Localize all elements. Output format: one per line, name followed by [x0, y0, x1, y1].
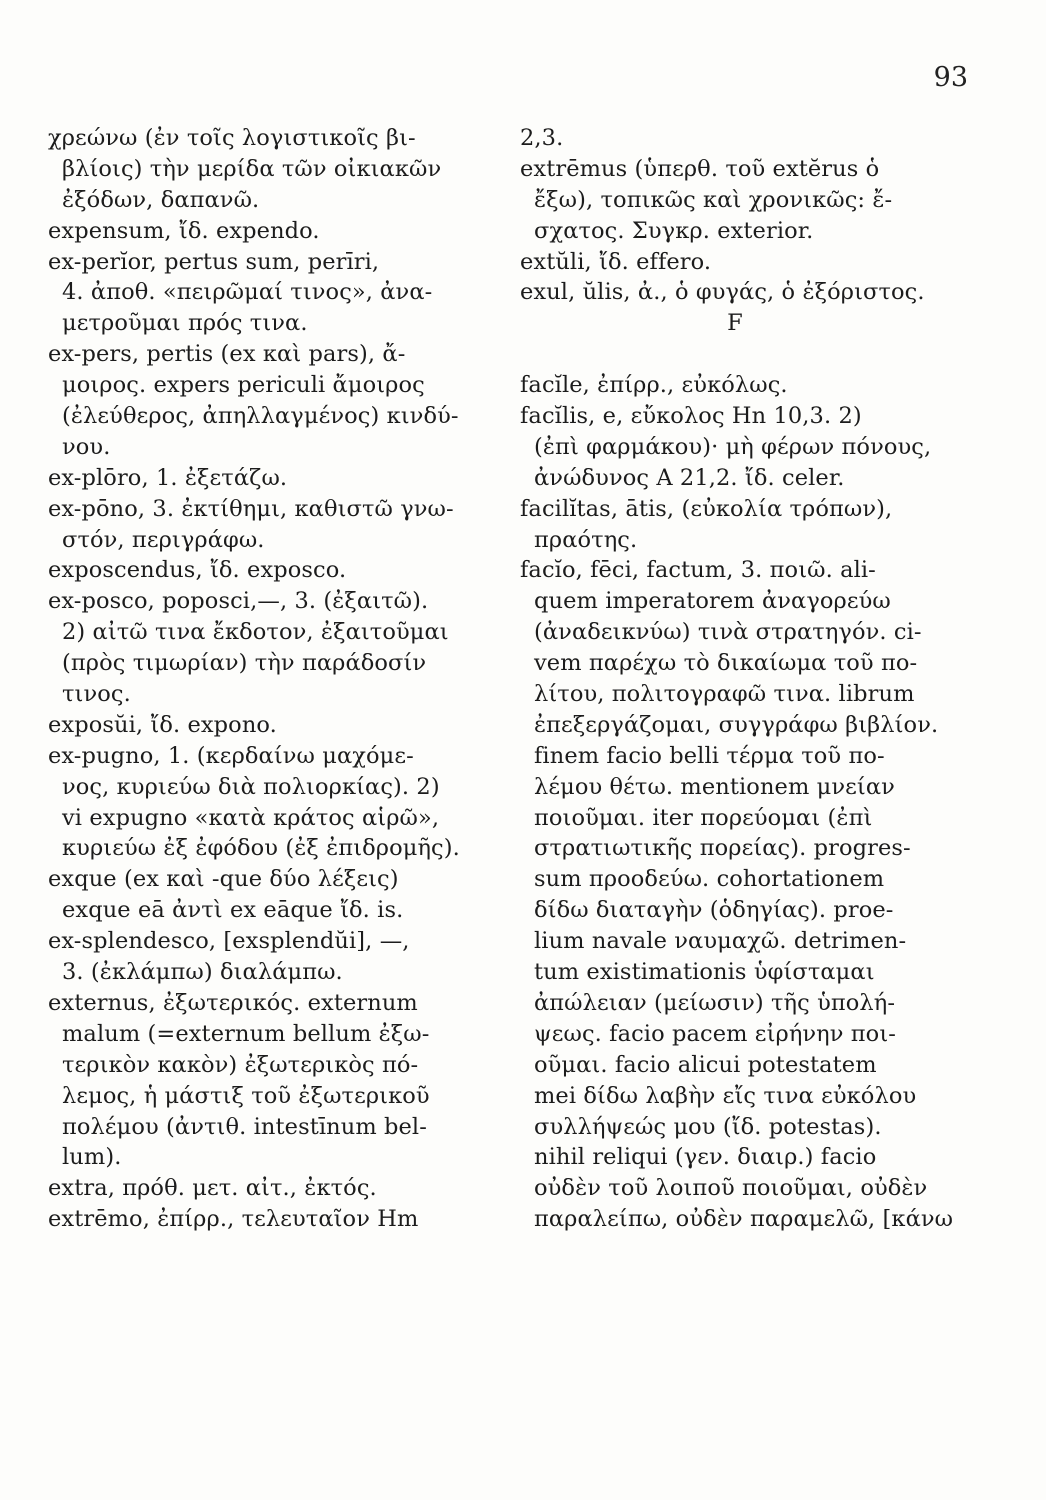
left-column-line: malum (=externum bellum ἐξω- — [62, 1020, 430, 1047]
right-column-line: πραότης. — [534, 526, 638, 553]
right-column-line: sum προοδεύω. cohortationem — [534, 866, 885, 893]
right-column-line: οὐδὲν τοῦ λοιποῦ ποιοῦμαι, οὐδὲν — [534, 1175, 928, 1202]
left-column-line: exposŭi, ἴδ. expono. — [48, 711, 277, 738]
right-column-line: exul, ŭlis, ἀ., ὁ φυγάς, ὁ ἐξόριστος. — [520, 279, 925, 306]
right-column-line: ἀνώδυνος A 21,2. ἴδ. celer. — [534, 464, 845, 491]
right-column-line: οῦμαι. facio alicui potestatem — [534, 1051, 877, 1078]
left-column-line: exposcendus, ἴδ. exposco. — [48, 557, 347, 584]
left-column-line: στόν, περιγράφω. — [62, 526, 265, 553]
left-column-line: ex-pōno, 3. ἐκτίθημι, καθιστῶ γνω- — [48, 495, 454, 522]
right-column-line: vem παρέχω τὸ δικαίωμα τοῦ πο- — [534, 650, 918, 677]
left-column-line: extra, πρόθ. μετ. αἰτ., ἐκτός. — [48, 1175, 377, 1202]
right-column-line: λέμου θέτω. mentionem μνείαν — [534, 773, 895, 800]
left-column-line: 2) αἰτῶ τινα ἔκδοτον, ἐξαιτοῦμαι — [62, 619, 449, 646]
right-column-line: lium navale ναυμαχῶ. detrimen- — [534, 928, 907, 955]
left-column-line: τινος. — [62, 681, 131, 708]
right-column-line: ψεως. facio pacem εἰρήνην ποι- — [534, 1020, 896, 1047]
right-column-line: ποιοῦμαι. iter πορεύομαι (ἐπὶ — [534, 804, 873, 831]
right-column — [520, 123, 990, 1235]
left-column-line: extrēmo, ἐπίρρ., τελευταῖον Hm — [48, 1206, 419, 1233]
left-column-line: (ἐλεύθερος, ἀπηλλαγμένος) κινδύ- — [62, 403, 459, 430]
left-column-line: 3. (ἐκλάμπω) διαλάμπω. — [62, 959, 343, 986]
left-column-line: μοιρος. expers periculi ἄμοιρος — [62, 372, 425, 399]
right-column-line: ἐπεξεργάζομαι, συγγράφω βιβλίον. — [534, 711, 939, 738]
right-column-line: ἀπώλειαν (μείωσιν) τῆς ὑπολή- — [534, 989, 896, 1016]
left-column-line: τερικὸν κακὸν) ἐξωτερικὸς πό- — [62, 1051, 419, 1078]
left-column-line: νου. — [62, 433, 111, 460]
left-column-line: ex-pugno, 1. (κερδαίνω μαχόμε- — [48, 742, 414, 769]
right-column-line: facĭlis, e, εὔκολος Hn 10,3. 2) — [520, 403, 862, 430]
section-gap — [520, 339, 990, 370]
page-number: 93 — [933, 62, 968, 93]
left-column-line: ex-plōro, 1. ἐξετάζω. — [48, 464, 288, 491]
right-column-line: στρατιωτικῆς πορείας). progres- — [534, 835, 911, 862]
left-column-line: χρεώνω (ἐν τοῖς λογιστικοῖς βι- — [48, 125, 416, 151]
left-column-line: βλίοις) τὴν μερίδα τῶν οἰκιακῶν — [62, 155, 442, 182]
right-column-line: 2,3. — [520, 125, 564, 151]
left-column-line: 4. ἀποθ. «πειρῶμαί τινος», ἀνα- — [62, 279, 433, 306]
right-column-line: extrēmus (ὑπερθ. τοῦ extĕrus ὁ — [520, 155, 880, 182]
section-letter: F — [727, 310, 743, 337]
left-column — [48, 123, 493, 1235]
left-column-line: ex-perĭor, pertus sum, perīri, — [48, 248, 380, 275]
left-column-line: ex-splendesco, [exsplendŭi], —, — [48, 928, 410, 955]
left-column-line: (πρὸς τιμωρίαν) τὴν παράδοσίν — [62, 650, 427, 677]
left-column-line: ex-pers, pertis (ex καὶ pars), ἄ- — [48, 341, 406, 368]
right-column-line: λίτου, πολιτογραφῶ τινα. librum — [534, 681, 915, 708]
right-column-line: (ἐπὶ φαρμάκου)· μὴ φέρων πόνους, — [534, 433, 932, 460]
right-column-line: facilĭtas, ātis, (εὐκολία τρόπων), — [520, 495, 893, 522]
left-column-line: λεμος, ἡ μάστιξ τοῦ ἐξωτερικοῦ — [62, 1082, 430, 1109]
left-column-line: ἐξόδων, δαπανῶ. — [62, 186, 260, 213]
left-column-line: κυριεύω ἐξ ἐφόδου (ἐξ ἐπιδρομῆς). — [62, 835, 460, 862]
right-column-line: ἔξω), τοπικῶς καὶ χρονικῶς: ἔ- — [534, 186, 893, 213]
right-column-line: finem facio belli τέρμα τοῦ πο- — [534, 742, 885, 769]
right-column-line: tum existimationis ὑφίσταμαι — [534, 959, 875, 986]
left-column-line: exque eā ἀντὶ ex eāque ἴδ. is. — [62, 897, 404, 924]
right-column-line: σχατος. Συγκρ. exterior. — [534, 217, 814, 244]
right-column-line: mei δίδω λαβὴν εἴς τινα εὐκόλου — [534, 1082, 917, 1109]
right-column-line: quem imperatorem ἀναγορεύω — [534, 588, 891, 615]
right-column-line: facĭo, fēci, factum, 3. ποιῶ. ali- — [520, 557, 876, 584]
right-column-line: (ἀναδεικνύω) τινὰ στρατηγόν. ci- — [534, 619, 922, 646]
left-column-line: expensum, ἴδ. expendo. — [48, 217, 320, 244]
left-column-line: νος, κυριεύω διὰ πολιορκίας). 2) — [62, 773, 440, 800]
right-column-line: δίδω διαταγὴν (ὁδηγίας). proe- — [534, 897, 894, 924]
right-column-line: extŭli, ἴδ. effero. — [520, 248, 712, 275]
left-column-line: lum). — [62, 1144, 122, 1171]
right-column-line: συλλήψεώς μου (ἴδ. potestas). — [534, 1113, 882, 1140]
right-column-line: nihil reliqui (γεν. διαιρ.) facio — [534, 1144, 877, 1171]
left-column-line: externus, ἐξωτερικός. externum — [48, 989, 418, 1016]
left-column-line: exque (ex καὶ -que δύο λέξεις) — [48, 866, 399, 893]
left-column-line: μετροῦμαι πρός τινα. — [62, 310, 308, 337]
right-column-line: facĭle, ἐπίρρ., εὐκόλως. — [520, 372, 788, 399]
right-column-line: παραλείπω, οὐδὲν παραμελῶ, [κάνω — [534, 1206, 954, 1233]
left-column-line: vi expugno «κατὰ κράτος αἱρῶ», — [62, 804, 440, 831]
left-column-line: ex-posco, poposci,—, 3. (ἐξαιτῶ). — [48, 588, 429, 615]
left-column-line: πολέμου (ἀντιθ. intestīnum bel- — [62, 1113, 427, 1140]
